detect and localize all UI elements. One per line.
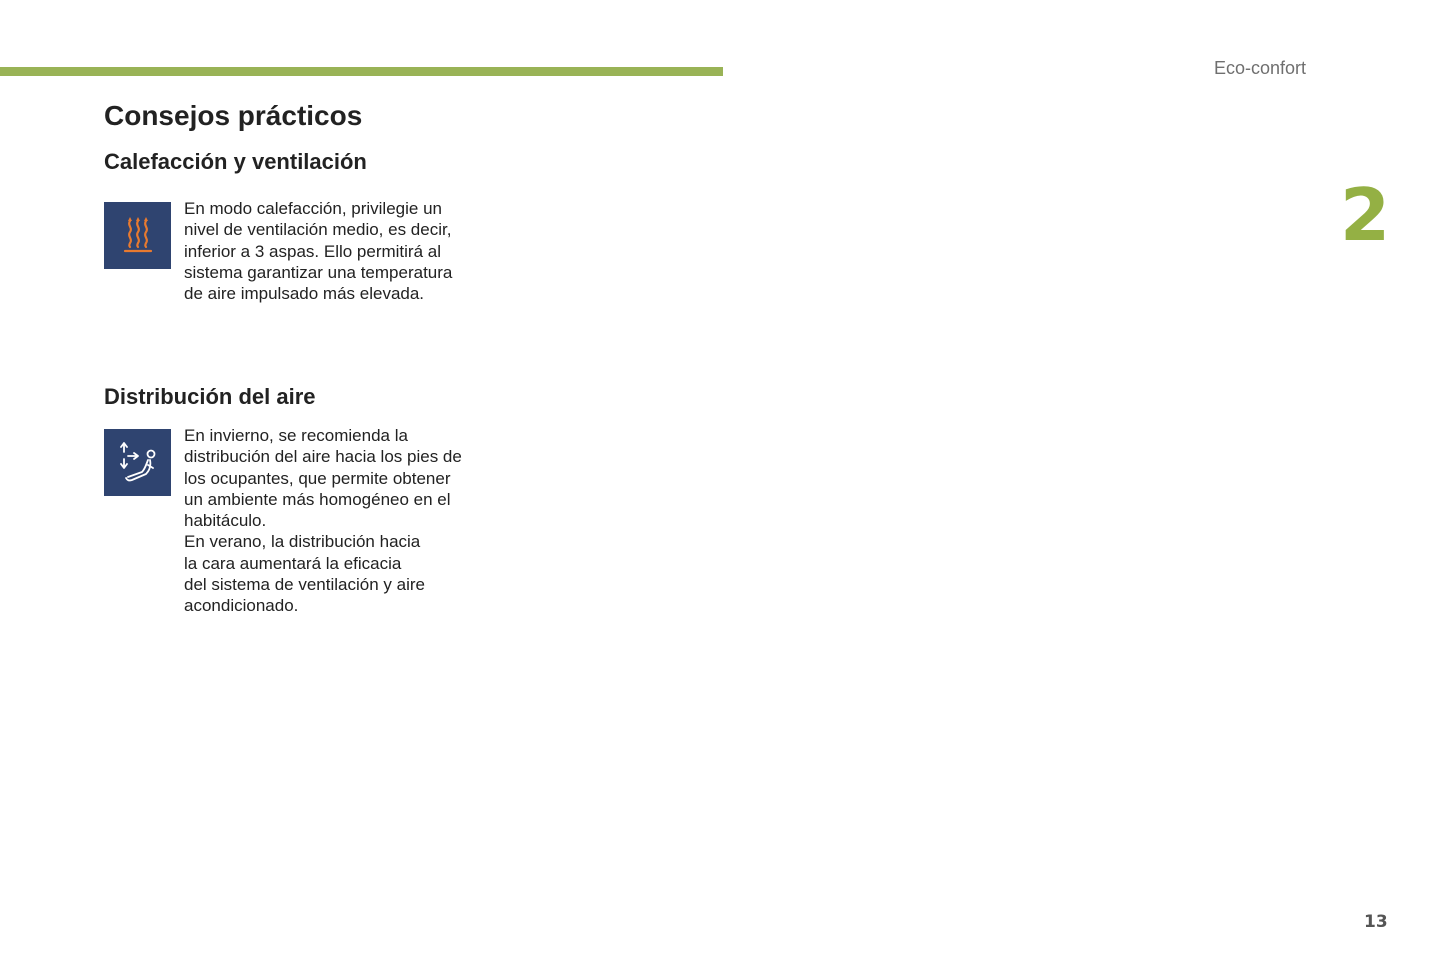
page-number: 13 [1364, 912, 1388, 932]
paragraph-heating-ventilation: En modo calefacción, privilegie un nivel de ventilación medio, es decir, inferior a 3 aspas. Ello permitirá al sistema garantizar una temperatura de aire impulsado más elevada. [184, 199, 453, 304]
chapter-number: 2 [1340, 173, 1391, 257]
paragraph-air-distribution: En invierno, se recomienda la distribución del aire hacia los pies de los ocupantes, que permite obtener un ambiente más homogéneo en el habitáculo. En verano, la distribución hacia la cara aumentará la eficacia del sistema de ventilación y aire acondicionado. [184, 426, 462, 616]
heating-icon-graphic [104, 202, 171, 269]
page-title: Consejos prácticos [104, 100, 363, 131]
heading-air-distribution: Distribución del aire [104, 384, 316, 409]
air-distribution-icon-graphic [104, 429, 171, 496]
air-distribution-icon [104, 429, 171, 496]
header-accent-bar [0, 67, 723, 76]
heating-icon [104, 202, 171, 269]
section-label: Eco-confort [1214, 58, 1307, 78]
heading-heating-ventilation: Calefacción y ventilación [104, 149, 367, 174]
